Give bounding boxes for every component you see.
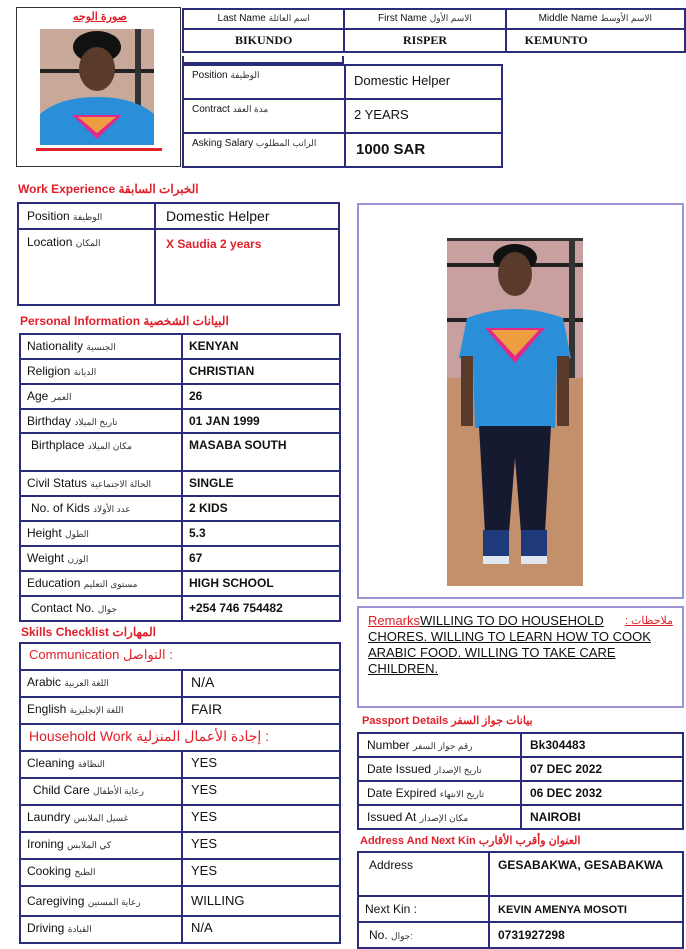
- first-name-header: First Name الاسم الأول: [344, 9, 505, 29]
- first-name-value: RISPER: [344, 29, 505, 52]
- names-table: [182, 8, 686, 53]
- english-label: English اللغة الإنجليزية: [20, 697, 182, 724]
- remarks-line-2a: CHORES. WILLING TO LEARN: [368, 629, 553, 644]
- passport-number-value: Bk304483: [521, 733, 683, 757]
- remarks-box: [357, 606, 684, 708]
- birthplace-label: Birthplace مكان الميلاد: [20, 433, 182, 471]
- headshot-photo: [40, 29, 154, 145]
- ironing-label: Ironing كي الملابس: [20, 832, 182, 859]
- passport-table: [357, 732, 684, 830]
- work-experience-table: [17, 202, 340, 306]
- full-body-photo: [447, 238, 583, 586]
- personal-info-table: [19, 333, 341, 622]
- communication-header: Communication التواصل :: [20, 643, 340, 670]
- personal-info-title: Personal Information البيانات الشخصية: [20, 314, 229, 328]
- we-location-value: X Saudia 2 years: [155, 229, 339, 305]
- address-title: Address And Next Kin العنوان وأقرب الأقارب: [360, 835, 581, 847]
- laundry-value: YES: [182, 805, 340, 832]
- job-table: [182, 64, 503, 168]
- remarks-text: WILLING TO DO HOUSEHOLD: [420, 613, 604, 628]
- kin-phone-value: 0731927298: [489, 922, 683, 948]
- childcare-label: Child Care رعاية الأطفال: [20, 778, 182, 805]
- contract-value: 2 YEARS: [345, 99, 502, 133]
- civil-status-value: SINGLE: [182, 471, 340, 496]
- middle-name-header: Middle Name الاسم الأوسط: [506, 9, 685, 29]
- skills-title: Skills Checklist المهارات: [21, 625, 156, 639]
- contact-value: +254 746 754482: [182, 596, 340, 621]
- last-name-value: BIKUNDO: [183, 29, 344, 52]
- date-expired-value: 06 DEC 2032: [521, 781, 683, 805]
- weight-value: 67: [182, 546, 340, 571]
- religion-label: Religion الديانة: [20, 359, 182, 384]
- education-value: HIGH SCHOOL: [182, 571, 340, 596]
- work-experience-title: Work Experience الخبرات السابقة: [18, 182, 199, 196]
- we-location-label: Location المكان: [18, 229, 155, 305]
- headshot-underline: [36, 148, 162, 151]
- position-label: Position الوظيفة: [183, 65, 345, 99]
- remarks-line-3a: ARABIC FOOD. WILLING TO: [368, 645, 540, 660]
- next-kin-value: KEVIN AMENYA MOSOTI: [489, 896, 683, 922]
- header-divider: [182, 56, 344, 64]
- position-value: Domestic Helper: [345, 65, 502, 99]
- salary-label: Asking Salary الراتب المطلوب: [183, 133, 345, 167]
- kin-phone-label: No. جوال:: [358, 922, 489, 948]
- age-value: 26: [182, 384, 340, 409]
- weight-label: Weight الوزن: [20, 546, 182, 571]
- cleaning-value: YES: [182, 751, 340, 778]
- address-value: GESABAKWA, GESABAKWA: [489, 852, 683, 896]
- english-value: FAIR: [182, 697, 340, 724]
- salary-value: 1000 SAR: [345, 133, 502, 167]
- last-name-header: Last Name اسم العائلة: [183, 9, 344, 29]
- kids-value: 2 KIDS: [182, 496, 340, 521]
- date-issued-value: 07 DEC 2022: [521, 757, 683, 781]
- date-issued-label: Date Issued تاريخ الإصدار: [358, 757, 521, 781]
- cleaning-label: Cleaning النظافة: [20, 751, 182, 778]
- nationality-label: Nationality الجنسية: [20, 334, 182, 359]
- remarks-label: Remarks: [368, 613, 421, 628]
- contact-label: Contact No. جوال: [20, 596, 182, 621]
- address-table: [357, 851, 684, 949]
- age-label: Age العمر: [20, 384, 182, 409]
- headshot-title: صورة الوجه: [73, 11, 127, 23]
- skills-table: [19, 642, 341, 944]
- we-position-label: Position الوظيفة: [18, 203, 155, 229]
- height-value: 5.3: [182, 521, 340, 546]
- height-label: Height الطول: [20, 521, 182, 546]
- childcare-value: YES: [182, 778, 340, 805]
- driving-label: Driving القيادة: [20, 916, 182, 943]
- arabic-label: Arabic اللغة العربية: [20, 670, 182, 697]
- remarks-line-3b: TAKE CARE: [539, 645, 616, 660]
- address-label: Address: [358, 852, 489, 896]
- caregiving-value: WILLING: [182, 886, 340, 916]
- cooking-label: Cooking الطبخ: [20, 859, 182, 886]
- birthplace-value: MASABA SOUTH: [182, 433, 340, 471]
- laundry-label: Laundry غسيل الملابس: [20, 805, 182, 832]
- arabic-value: N/A: [182, 670, 340, 697]
- nationality-value: KENYAN: [182, 334, 340, 359]
- ironing-value: YES: [182, 832, 340, 859]
- remarks-line-2b: HOW TO COOK: [552, 629, 651, 644]
- next-kin-label: Next Kin :: [358, 896, 489, 922]
- remarks-line-4: CHILDREN.: [368, 661, 439, 676]
- issued-at-label: Issued At مكان الإصدار: [358, 805, 521, 829]
- remarks-label-ar: : ملاحظات: [624, 615, 673, 627]
- household-header: Household Work إجادة الأعمال المنزلية :: [20, 724, 340, 751]
- kids-label: No. of Kids عدد الأولاد: [20, 496, 182, 521]
- middle-name-value: KEMUNTO: [506, 29, 685, 52]
- birthday-value: 01 JAN 1999: [182, 409, 340, 433]
- cooking-value: YES: [182, 859, 340, 886]
- caregiving-label: Caregiving رعاية المسنين: [20, 886, 182, 916]
- passport-number-label: Number رقم جواز السفر: [358, 733, 521, 757]
- religion-value: CHRISTIAN: [182, 359, 340, 384]
- civil-status-label: Civil Status الحالة الاجتماعية: [20, 471, 182, 496]
- we-position-value: Domestic Helper: [155, 203, 339, 229]
- driving-value: N/A: [182, 916, 340, 943]
- contract-label: Contract مدة العقد: [183, 99, 345, 133]
- passport-title: Passport Details بيانات جواز السفر: [362, 715, 533, 727]
- issued-at-value: NAIROBI: [521, 805, 683, 829]
- birthday-label: Birthday تاريخ الميلاد: [20, 409, 182, 433]
- date-expired-label: Date Expired تاريخ الانتهاء: [358, 781, 521, 805]
- education-label: Education مستوى التعليم: [20, 571, 182, 596]
